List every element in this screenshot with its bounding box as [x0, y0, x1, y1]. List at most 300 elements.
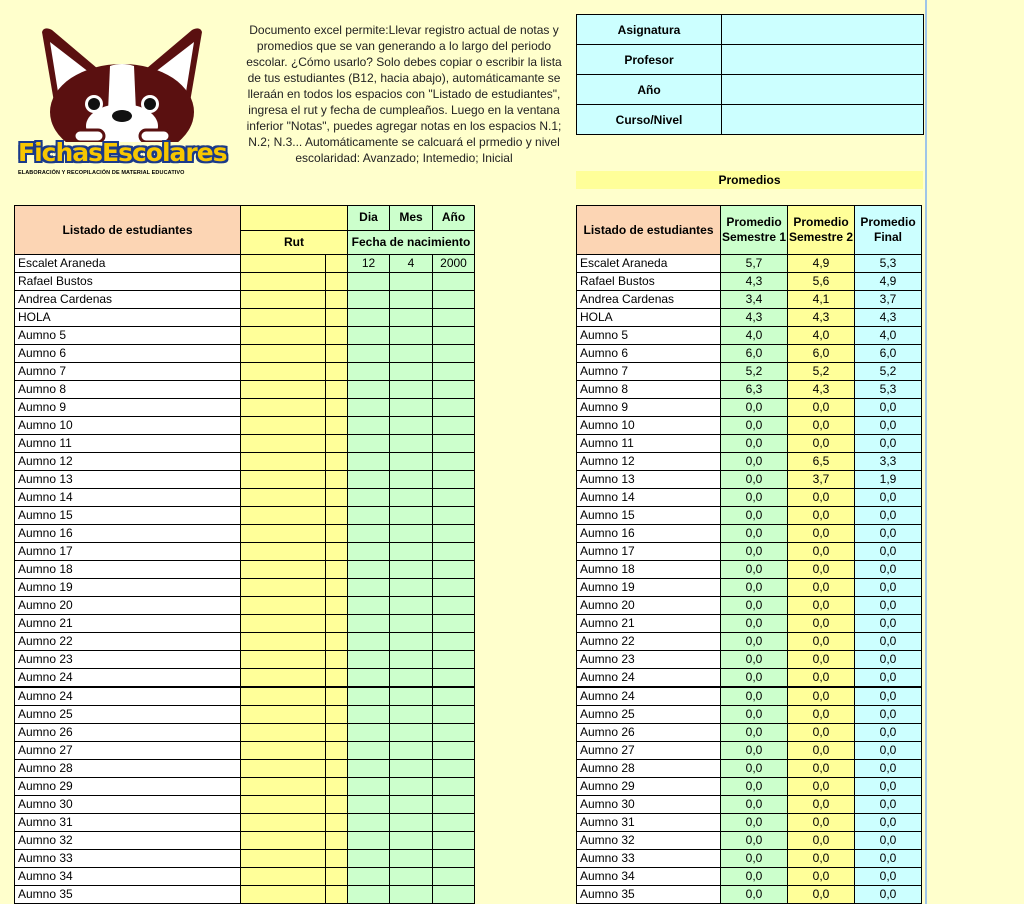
- mes-cell[interactable]: [390, 850, 433, 868]
- sem1-cell[interactable]: 0,0: [721, 471, 788, 489]
- anio-cell[interactable]: [433, 687, 475, 706]
- rut-dv-cell[interactable]: [326, 255, 348, 273]
- final-cell[interactable]: 0,0: [855, 525, 922, 543]
- mes-cell[interactable]: [390, 778, 433, 796]
- student-name-cell[interactable]: Aumno 17: [15, 543, 241, 561]
- final-cell[interactable]: 4,3: [855, 309, 922, 327]
- student-name-cell[interactable]: Aumno 19: [577, 579, 721, 597]
- sem2-cell[interactable]: 5,2: [788, 363, 855, 381]
- dia-cell[interactable]: [348, 291, 390, 309]
- dia-cell[interactable]: [348, 742, 390, 760]
- student-name-cell[interactable]: Aumno 27: [577, 742, 721, 760]
- mes-cell[interactable]: [390, 381, 433, 399]
- dia-cell[interactable]: [348, 778, 390, 796]
- rut-cell[interactable]: [241, 471, 326, 489]
- dia-cell[interactable]: [348, 543, 390, 561]
- mes-cell[interactable]: [390, 291, 433, 309]
- sem2-cell[interactable]: 0,0: [788, 543, 855, 561]
- rut-cell[interactable]: [241, 345, 326, 363]
- dia-cell[interactable]: [348, 399, 390, 417]
- sem2-cell[interactable]: 0,0: [788, 597, 855, 615]
- mes-cell[interactable]: [390, 742, 433, 760]
- anio-cell[interactable]: [433, 417, 475, 435]
- rut-dv-cell[interactable]: [326, 561, 348, 579]
- sem1-cell[interactable]: 0,0: [721, 850, 788, 868]
- sem2-cell[interactable]: 0,0: [788, 561, 855, 579]
- student-name-cell[interactable]: Aumno 15: [15, 507, 241, 525]
- sem2-cell[interactable]: 0,0: [788, 742, 855, 760]
- sem2-cell[interactable]: 4,0: [788, 327, 855, 345]
- mes-cell[interactable]: [390, 327, 433, 345]
- sem2-cell[interactable]: 0,0: [788, 633, 855, 651]
- final-cell[interactable]: 0,0: [855, 417, 922, 435]
- sem2-cell[interactable]: 0,0: [788, 832, 855, 850]
- final-cell[interactable]: 5,2: [855, 363, 922, 381]
- mes-cell[interactable]: [390, 543, 433, 561]
- rut-cell[interactable]: [241, 507, 326, 525]
- dia-cell[interactable]: [348, 760, 390, 778]
- sem1-cell[interactable]: 0,0: [721, 669, 788, 688]
- mes-cell[interactable]: [390, 435, 433, 453]
- sem1-cell[interactable]: 0,0: [721, 579, 788, 597]
- final-cell[interactable]: 0,0: [855, 489, 922, 507]
- student-name-cell[interactable]: Aumno 24: [577, 669, 721, 688]
- final-cell[interactable]: 0,0: [855, 651, 922, 669]
- mes-cell[interactable]: [390, 687, 433, 706]
- rut-cell[interactable]: [241, 273, 326, 291]
- mes-cell[interactable]: [390, 615, 433, 633]
- rut-cell[interactable]: [241, 651, 326, 669]
- rut-cell[interactable]: [241, 399, 326, 417]
- dia-cell[interactable]: [348, 868, 390, 886]
- sem2-cell[interactable]: 0,0: [788, 489, 855, 507]
- rut-cell[interactable]: [241, 724, 326, 742]
- final-cell[interactable]: 0,0: [855, 742, 922, 760]
- mes-cell[interactable]: [390, 814, 433, 832]
- student-name-cell[interactable]: Aumno 28: [577, 760, 721, 778]
- dia-cell[interactable]: [348, 363, 390, 381]
- sem1-cell[interactable]: 0,0: [721, 417, 788, 435]
- student-name-cell[interactable]: Aumno 35: [577, 886, 721, 904]
- sem1-cell[interactable]: 0,0: [721, 543, 788, 561]
- mes-cell[interactable]: [390, 832, 433, 850]
- dia-cell[interactable]: [348, 850, 390, 868]
- student-name-cell[interactable]: Aumno 6: [577, 345, 721, 363]
- student-name-cell[interactable]: Aumno 30: [15, 796, 241, 814]
- anio-cell[interactable]: [433, 435, 475, 453]
- final-cell[interactable]: 0,0: [855, 886, 922, 904]
- rut-dv-cell[interactable]: [326, 778, 348, 796]
- dia-cell[interactable]: [348, 814, 390, 832]
- rut-dv-cell[interactable]: [326, 507, 348, 525]
- mes-cell[interactable]: [390, 489, 433, 507]
- student-name-cell[interactable]: Aumno 10: [577, 417, 721, 435]
- dia-cell[interactable]: [348, 273, 390, 291]
- dia-cell[interactable]: [348, 633, 390, 651]
- sem1-cell[interactable]: 4,3: [721, 273, 788, 291]
- sem1-cell[interactable]: 4,0: [721, 327, 788, 345]
- student-name-cell[interactable]: Aumno 22: [15, 633, 241, 651]
- student-name-cell[interactable]: Aumno 24: [15, 687, 241, 706]
- sem2-cell[interactable]: 0,0: [788, 507, 855, 525]
- final-cell[interactable]: 0,0: [855, 687, 922, 706]
- final-cell[interactable]: 0,0: [855, 778, 922, 796]
- mes-cell[interactable]: [390, 651, 433, 669]
- rut-cell[interactable]: [241, 435, 326, 453]
- student-name-cell[interactable]: Aumno 11: [577, 435, 721, 453]
- sem1-cell[interactable]: 0,0: [721, 525, 788, 543]
- rut-dv-cell[interactable]: [326, 471, 348, 489]
- anio-cell[interactable]: [433, 471, 475, 489]
- anio-cell[interactable]: [433, 363, 475, 381]
- rut-dv-cell[interactable]: [326, 796, 348, 814]
- rut-dv-cell[interactable]: [326, 597, 348, 615]
- sem2-cell[interactable]: 0,0: [788, 796, 855, 814]
- rut-cell[interactable]: [241, 832, 326, 850]
- student-name-cell[interactable]: Aumno 9: [15, 399, 241, 417]
- dia-cell[interactable]: [348, 561, 390, 579]
- anio-cell[interactable]: [433, 561, 475, 579]
- sem2-cell[interactable]: 6,0: [788, 345, 855, 363]
- rut-cell[interactable]: [241, 706, 326, 724]
- student-name-cell[interactable]: Aumno 14: [577, 489, 721, 507]
- student-name-cell[interactable]: Aumno 20: [15, 597, 241, 615]
- dia-cell[interactable]: [348, 579, 390, 597]
- mes-cell[interactable]: [390, 345, 433, 363]
- final-cell[interactable]: 0,0: [855, 814, 922, 832]
- student-name-cell[interactable]: Aumno 31: [15, 814, 241, 832]
- student-name-cell[interactable]: Aumno 13: [577, 471, 721, 489]
- dia-cell[interactable]: [348, 724, 390, 742]
- rut-cell[interactable]: [241, 742, 326, 760]
- sem2-cell[interactable]: 0,0: [788, 778, 855, 796]
- rut-dv-cell[interactable]: [326, 886, 348, 904]
- student-name-cell[interactable]: Aumno 21: [15, 615, 241, 633]
- final-cell[interactable]: 0,0: [855, 633, 922, 651]
- rut-cell[interactable]: [241, 687, 326, 706]
- sem1-cell[interactable]: 0,0: [721, 742, 788, 760]
- rut-cell[interactable]: [241, 886, 326, 904]
- rut-cell[interactable]: [241, 453, 326, 471]
- final-cell[interactable]: 6,0: [855, 345, 922, 363]
- rut-cell[interactable]: [241, 760, 326, 778]
- final-cell[interactable]: 0,0: [855, 724, 922, 742]
- dia-cell[interactable]: [348, 309, 390, 327]
- rut-dv-cell[interactable]: [326, 724, 348, 742]
- anio-cell[interactable]: [433, 724, 475, 742]
- mes-cell[interactable]: [390, 453, 433, 471]
- anio-cell[interactable]: [433, 742, 475, 760]
- sem1-cell[interactable]: 4,3: [721, 309, 788, 327]
- sem2-cell[interactable]: 0,0: [788, 706, 855, 724]
- rut-dv-cell[interactable]: [326, 850, 348, 868]
- rut-dv-cell[interactable]: [326, 669, 348, 688]
- rut-dv-cell[interactable]: [326, 615, 348, 633]
- rut-cell[interactable]: [241, 796, 326, 814]
- final-cell[interactable]: 1,9: [855, 471, 922, 489]
- dia-cell[interactable]: [348, 471, 390, 489]
- dia-cell[interactable]: [348, 327, 390, 345]
- sem1-cell[interactable]: 6,0: [721, 345, 788, 363]
- rut-cell[interactable]: [241, 868, 326, 886]
- sem1-cell[interactable]: 0,0: [721, 399, 788, 417]
- dia-cell[interactable]: [348, 417, 390, 435]
- sem2-cell[interactable]: 0,0: [788, 850, 855, 868]
- sem1-cell[interactable]: 0,0: [721, 615, 788, 633]
- student-name-cell[interactable]: Andrea Cardenas: [15, 291, 241, 309]
- rut-cell[interactable]: [241, 417, 326, 435]
- anio-cell[interactable]: [433, 778, 475, 796]
- sem1-cell[interactable]: 0,0: [721, 760, 788, 778]
- student-name-cell[interactable]: Aumno 16: [577, 525, 721, 543]
- dia-cell[interactable]: [348, 381, 390, 399]
- student-name-cell[interactable]: Aumno 5: [577, 327, 721, 345]
- sem1-cell[interactable]: 0,0: [721, 814, 788, 832]
- dia-cell[interactable]: [348, 345, 390, 363]
- anio-cell[interactable]: [433, 273, 475, 291]
- final-cell[interactable]: 0,0: [855, 832, 922, 850]
- sem1-cell[interactable]: 0,0: [721, 868, 788, 886]
- anio-cell[interactable]: [433, 868, 475, 886]
- student-name-cell[interactable]: Aumno 23: [577, 651, 721, 669]
- student-name-cell[interactable]: Aumno 16: [15, 525, 241, 543]
- asignatura-cell[interactable]: [722, 15, 924, 45]
- mes-cell[interactable]: [390, 597, 433, 615]
- sem1-cell[interactable]: 6,3: [721, 381, 788, 399]
- final-cell[interactable]: 0,0: [855, 507, 922, 525]
- student-name-cell[interactable]: Aumno 26: [577, 724, 721, 742]
- mes-cell[interactable]: [390, 796, 433, 814]
- rut-cell[interactable]: [241, 597, 326, 615]
- student-name-cell[interactable]: Aumno 9: [577, 399, 721, 417]
- dia-cell[interactable]: [348, 687, 390, 706]
- student-name-cell[interactable]: Aumno 32: [15, 832, 241, 850]
- mes-cell[interactable]: [390, 760, 433, 778]
- sem1-cell[interactable]: 5,2: [721, 363, 788, 381]
- dia-cell[interactable]: [348, 706, 390, 724]
- sem1-cell[interactable]: 0,0: [721, 597, 788, 615]
- student-name-cell[interactable]: Aumno 24: [577, 687, 721, 706]
- anio-cell[interactable]: [433, 507, 475, 525]
- anio-cell[interactable]: [433, 760, 475, 778]
- anio-cell[interactable]: [433, 453, 475, 471]
- sem2-cell[interactable]: 4,1: [788, 291, 855, 309]
- rut-dv-cell[interactable]: [326, 742, 348, 760]
- mes-cell[interactable]: [390, 309, 433, 327]
- rut-cell[interactable]: [241, 543, 326, 561]
- rut-dv-cell[interactable]: [326, 760, 348, 778]
- final-cell[interactable]: 0,0: [855, 435, 922, 453]
- sem2-cell[interactable]: 4,9: [788, 255, 855, 273]
- rut-dv-cell[interactable]: [326, 687, 348, 706]
- final-cell[interactable]: 0,0: [855, 760, 922, 778]
- dia-cell[interactable]: [348, 669, 390, 688]
- student-name-cell[interactable]: Aumno 33: [577, 850, 721, 868]
- sem2-cell[interactable]: 3,7: [788, 471, 855, 489]
- sem2-cell[interactable]: 0,0: [788, 525, 855, 543]
- final-cell[interactable]: 0,0: [855, 669, 922, 688]
- sem2-cell[interactable]: 0,0: [788, 814, 855, 832]
- dia-cell[interactable]: [348, 796, 390, 814]
- rut-dv-cell[interactable]: [326, 868, 348, 886]
- final-cell[interactable]: 5,3: [855, 381, 922, 399]
- final-cell[interactable]: 0,0: [855, 561, 922, 579]
- final-cell[interactable]: 0,0: [855, 850, 922, 868]
- student-name-cell[interactable]: Aumno 19: [15, 579, 241, 597]
- final-cell[interactable]: 0,0: [855, 615, 922, 633]
- student-name-cell[interactable]: Aumno 33: [15, 850, 241, 868]
- rut-cell[interactable]: [241, 778, 326, 796]
- student-name-cell[interactable]: Aumno 12: [15, 453, 241, 471]
- sem2-cell[interactable]: 6,5: [788, 453, 855, 471]
- final-cell[interactable]: 5,3: [855, 255, 922, 273]
- rut-dv-cell[interactable]: [326, 399, 348, 417]
- profesor-cell[interactable]: [722, 45, 924, 75]
- student-name-cell[interactable]: Aumno 35: [15, 886, 241, 904]
- sem2-cell[interactable]: 5,6: [788, 273, 855, 291]
- student-name-cell[interactable]: Aumno 18: [15, 561, 241, 579]
- student-name-cell[interactable]: Rafael Bustos: [15, 273, 241, 291]
- sem2-cell[interactable]: 0,0: [788, 651, 855, 669]
- student-name-cell[interactable]: Aumno 25: [15, 706, 241, 724]
- dia-cell[interactable]: [348, 615, 390, 633]
- dia-cell[interactable]: [348, 435, 390, 453]
- rut-dv-cell[interactable]: [326, 363, 348, 381]
- sem1-cell[interactable]: 0,0: [721, 561, 788, 579]
- student-name-cell[interactable]: Aumno 14: [15, 489, 241, 507]
- student-name-cell[interactable]: Rafael Bustos: [577, 273, 721, 291]
- sem2-cell[interactable]: 4,3: [788, 381, 855, 399]
- sem2-cell[interactable]: 0,0: [788, 868, 855, 886]
- final-cell[interactable]: 0,0: [855, 597, 922, 615]
- mes-cell[interactable]: [390, 886, 433, 904]
- dia-cell[interactable]: [348, 886, 390, 904]
- sem1-cell[interactable]: 0,0: [721, 724, 788, 742]
- sem1-cell[interactable]: 0,0: [721, 453, 788, 471]
- student-name-cell[interactable]: Aumno 17: [577, 543, 721, 561]
- sem1-cell[interactable]: 0,0: [721, 489, 788, 507]
- sem1-cell[interactable]: 0,0: [721, 507, 788, 525]
- student-name-cell[interactable]: Aumno 24: [15, 669, 241, 688]
- mes-cell[interactable]: [390, 868, 433, 886]
- rut-cell[interactable]: [241, 309, 326, 327]
- mes-cell[interactable]: [390, 525, 433, 543]
- anio-cell[interactable]: [433, 543, 475, 561]
- student-name-cell[interactable]: Aumno 13: [15, 471, 241, 489]
- sem2-cell[interactable]: 0,0: [788, 615, 855, 633]
- student-name-cell[interactable]: Aumno 26: [15, 724, 241, 742]
- student-name-cell[interactable]: Aumno 34: [577, 868, 721, 886]
- student-name-cell[interactable]: Aumno 28: [15, 760, 241, 778]
- final-cell[interactable]: 0,0: [855, 543, 922, 561]
- rut-cell[interactable]: [241, 633, 326, 651]
- anio-cell[interactable]: 2000: [433, 255, 475, 273]
- rut-dv-cell[interactable]: [326, 345, 348, 363]
- final-cell[interactable]: 4,9: [855, 273, 922, 291]
- anio-cell[interactable]: [433, 309, 475, 327]
- student-name-cell[interactable]: Aumno 23: [15, 651, 241, 669]
- final-cell[interactable]: 3,7: [855, 291, 922, 309]
- rut-cell[interactable]: [241, 615, 326, 633]
- anio-cell[interactable]: [722, 75, 924, 105]
- mes-cell[interactable]: [390, 507, 433, 525]
- final-cell[interactable]: 0,0: [855, 579, 922, 597]
- student-name-cell[interactable]: Aumno 11: [15, 435, 241, 453]
- student-name-cell[interactable]: Aumno 7: [577, 363, 721, 381]
- anio-cell[interactable]: [433, 399, 475, 417]
- anio-cell[interactable]: [433, 489, 475, 507]
- rut-cell[interactable]: [241, 291, 326, 309]
- rut-dv-cell[interactable]: [326, 453, 348, 471]
- rut-cell[interactable]: [241, 381, 326, 399]
- rut-dv-cell[interactable]: [326, 273, 348, 291]
- rut-dv-cell[interactable]: [326, 832, 348, 850]
- student-name-cell[interactable]: HOLA: [577, 309, 721, 327]
- rut-cell[interactable]: [241, 579, 326, 597]
- student-name-cell[interactable]: Aumno 29: [15, 778, 241, 796]
- student-name-cell[interactable]: Aumno 5: [15, 327, 241, 345]
- sem2-cell[interactable]: 4,3: [788, 309, 855, 327]
- rut-dv-cell[interactable]: [326, 651, 348, 669]
- dia-cell[interactable]: [348, 525, 390, 543]
- rut-cell[interactable]: [241, 363, 326, 381]
- final-cell[interactable]: 4,0: [855, 327, 922, 345]
- rut-dv-cell[interactable]: [326, 525, 348, 543]
- rut-dv-cell[interactable]: [326, 381, 348, 399]
- rut-cell[interactable]: [241, 814, 326, 832]
- rut-dv-cell[interactable]: [326, 327, 348, 345]
- sem1-cell[interactable]: 5,7: [721, 255, 788, 273]
- sem1-cell[interactable]: 0,0: [721, 886, 788, 904]
- sem2-cell[interactable]: 0,0: [788, 687, 855, 706]
- anio-cell[interactable]: [433, 579, 475, 597]
- student-name-cell[interactable]: Aumno 18: [577, 561, 721, 579]
- dia-cell[interactable]: [348, 507, 390, 525]
- anio-cell[interactable]: [433, 381, 475, 399]
- final-cell[interactable]: 3,3: [855, 453, 922, 471]
- mes-cell[interactable]: [390, 363, 433, 381]
- dia-cell[interactable]: [348, 651, 390, 669]
- anio-cell[interactable]: [433, 327, 475, 345]
- rut-dv-cell[interactable]: [326, 435, 348, 453]
- rut-cell[interactable]: [241, 489, 326, 507]
- dia-cell[interactable]: 12: [348, 255, 390, 273]
- sem1-cell[interactable]: 0,0: [721, 706, 788, 724]
- student-name-cell[interactable]: Escalet Araneda: [15, 255, 241, 273]
- sem1-cell[interactable]: 0,0: [721, 435, 788, 453]
- sem2-cell[interactable]: 0,0: [788, 579, 855, 597]
- anio-cell[interactable]: [433, 291, 475, 309]
- rut-dv-cell[interactable]: [326, 543, 348, 561]
- sem1-cell[interactable]: 0,0: [721, 633, 788, 651]
- sem1-cell[interactable]: 0,0: [721, 778, 788, 796]
- rut-dv-cell[interactable]: [326, 814, 348, 832]
- sem2-cell[interactable]: 0,0: [788, 669, 855, 688]
- mes-cell[interactable]: [390, 633, 433, 651]
- anio-cell[interactable]: [433, 706, 475, 724]
- dia-cell[interactable]: [348, 832, 390, 850]
- sem2-cell[interactable]: 0,0: [788, 760, 855, 778]
- sem1-cell[interactable]: 3,4: [721, 291, 788, 309]
- rut-cell[interactable]: [241, 669, 326, 688]
- sem2-cell[interactable]: 0,0: [788, 724, 855, 742]
- mes-cell[interactable]: [390, 471, 433, 489]
- student-name-cell[interactable]: Aumno 8: [15, 381, 241, 399]
- anio-cell[interactable]: [433, 796, 475, 814]
- anio-cell[interactable]: [433, 886, 475, 904]
- rut-dv-cell[interactable]: [326, 309, 348, 327]
- mes-cell[interactable]: [390, 706, 433, 724]
